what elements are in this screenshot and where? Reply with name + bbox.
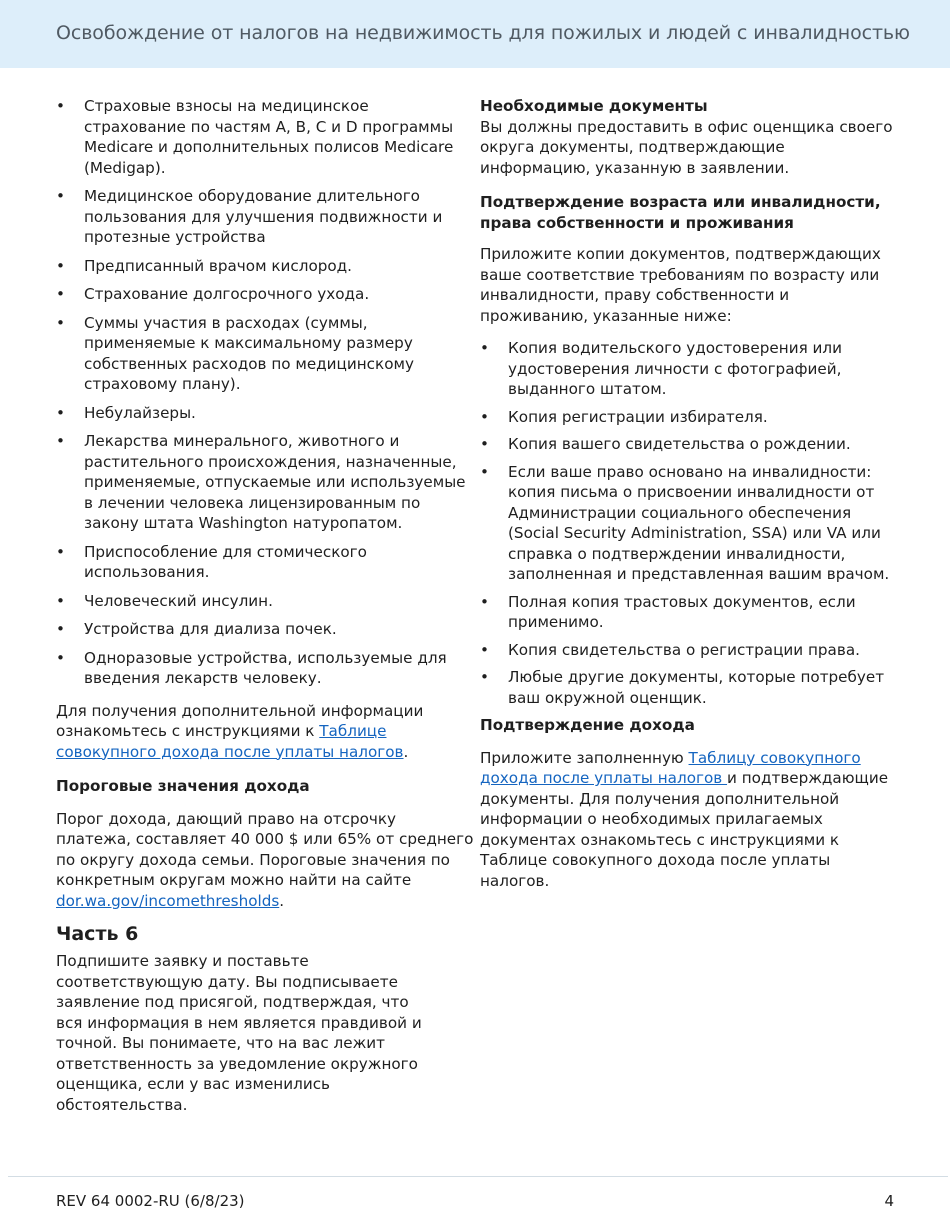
list-item: • Медицинское оборудование длительного пользования для улучшения подвижности и протезные устройства xyxy=(56,186,474,248)
page-number: 4 xyxy=(884,1192,894,1210)
proof-paragraph: Приложите копии документов, подтверждающих ваше соответствие требованиям по возрасту или инвалидности, праву собственности и проживанию, указанные ниже: xyxy=(480,245,881,325)
list-item: • Копия водительского удостоверения или удостоверения личности с фотографией, выданного штатом. xyxy=(480,338,898,400)
list-item: • Устройства для диализа почек. xyxy=(56,619,474,640)
list-item: • Копия свидетельства о регистрации права. xyxy=(480,640,898,661)
left-column xyxy=(56,96,474,1115)
income-proof-paragraph: Приложите заполненную Таблицу совокупного дохода после уплаты налогов и подтверждающие документы. Для получения дополнительной информации о необходимых прилагаемых документах ознакомьтесь с инструкциями к Таблице совокупного дохода после уплаты налогов. xyxy=(480,748,889,890)
list-item: • Если ваше право основано на инвалидности: копия письма о присвоении инвалидности от Администрации социального обеспечения (Social Security Administration, SSA) или VA или справка о подтверждении инвалидности, заполненная и представленная вашим врачом. xyxy=(480,462,898,585)
list-item: • Копия регистрации избирателя. xyxy=(480,407,898,428)
list-item: • Небулайзеры. xyxy=(56,403,474,424)
list-item: • Человеческий инсулин. xyxy=(56,591,474,612)
right-column xyxy=(480,96,898,891)
page-header xyxy=(0,0,950,68)
list-item: • Копия вашего свидетельства о рождении. xyxy=(480,434,898,455)
proof-heading: Подтверждение возраста или инвалидности, права собственности и проживания xyxy=(480,193,881,232)
documents-list xyxy=(480,338,898,708)
list-item: • Страхование долгосрочного ухода. xyxy=(56,284,474,305)
income-proof-heading: Подтверждение дохода xyxy=(480,716,695,734)
part6-heading: Часть 6 xyxy=(56,923,139,945)
part6-paragraph: Подпишите заявку и поставьте соответствующую дату. Вы подписываете заявление под присягой, подтверждая, что вся информация в нем является правдивой и точной. Вы понимаете, что на вас лежит ответственность за уведомление окружного оценщика, если у вас изменились обстоятельства. xyxy=(56,952,422,1114)
list-item: • Любые другие документы, которые потребует ваш окружной оценщик. xyxy=(480,667,898,708)
medical-expenses-list xyxy=(56,96,474,689)
list-item: • Предписанный врачом кислород. xyxy=(56,256,474,277)
footer-divider xyxy=(8,1176,948,1177)
required-docs-paragraph: Вы должны предоставить в офис оценщика своего округа документы, подтверждающие информацию, указанную в заявлении. xyxy=(480,117,893,177)
form-id: REV 64 0002-RU (6/8/23) xyxy=(56,1192,245,1210)
page-title: Освобождение от налогов на недвижимость для пожилых и людей с инвалидностью xyxy=(56,22,910,44)
more-info-paragraph: Для получения дополнительной информации ознакомьтесь с инструкциями к Таблице совокупного дохода после уплаты налогов. xyxy=(56,701,424,761)
list-item: • Одноразовые устройства, используемые для введения лекарств человеку. xyxy=(56,648,474,689)
list-item: • Лекарства минерального, животного и растительного происхождения, назначенные, применяемые, отпускаемые или используемые в лечении человека лицензированным по закону штата Washington натуропатом. xyxy=(56,431,474,534)
list-item: • Суммы участия в расходах (суммы, применяемые к максимальному размеру собственных расходов по медицинскому страховому плану). xyxy=(56,313,474,395)
income-thresholds-link[interactable]: dor.wa.gov/incomethresholds xyxy=(56,891,280,910)
required-docs-heading: Необходимые документы xyxy=(480,97,708,115)
thresholds-paragraph: Порог дохода, дающий право на отсрочку платежа, составляет 40 000 $ или 65% от среднего по округу дохода семьи. Пороговые значения по конкретным округам можно найти на сайте dor.wa.gov/incomethresholds. xyxy=(56,809,474,910)
income-table-link[interactable]: Таблице совокупного дохода после уплаты налогов xyxy=(56,722,404,761)
list-item: • Полная копия трастовых документов, если применимо. xyxy=(480,592,898,633)
thresholds-heading: Пороговые значения дохода xyxy=(56,777,310,795)
income-table-link[interactable]: Таблицу совокупного дохода после уплаты налогов xyxy=(480,748,861,787)
list-item: • Страховые взносы на медицинское страхование по частям A, B, C и D программы Medicare и дополнительных полисов Medicare (Medigap). xyxy=(56,96,474,178)
list-item: • Приспособление для стомического использования. xyxy=(56,542,474,583)
